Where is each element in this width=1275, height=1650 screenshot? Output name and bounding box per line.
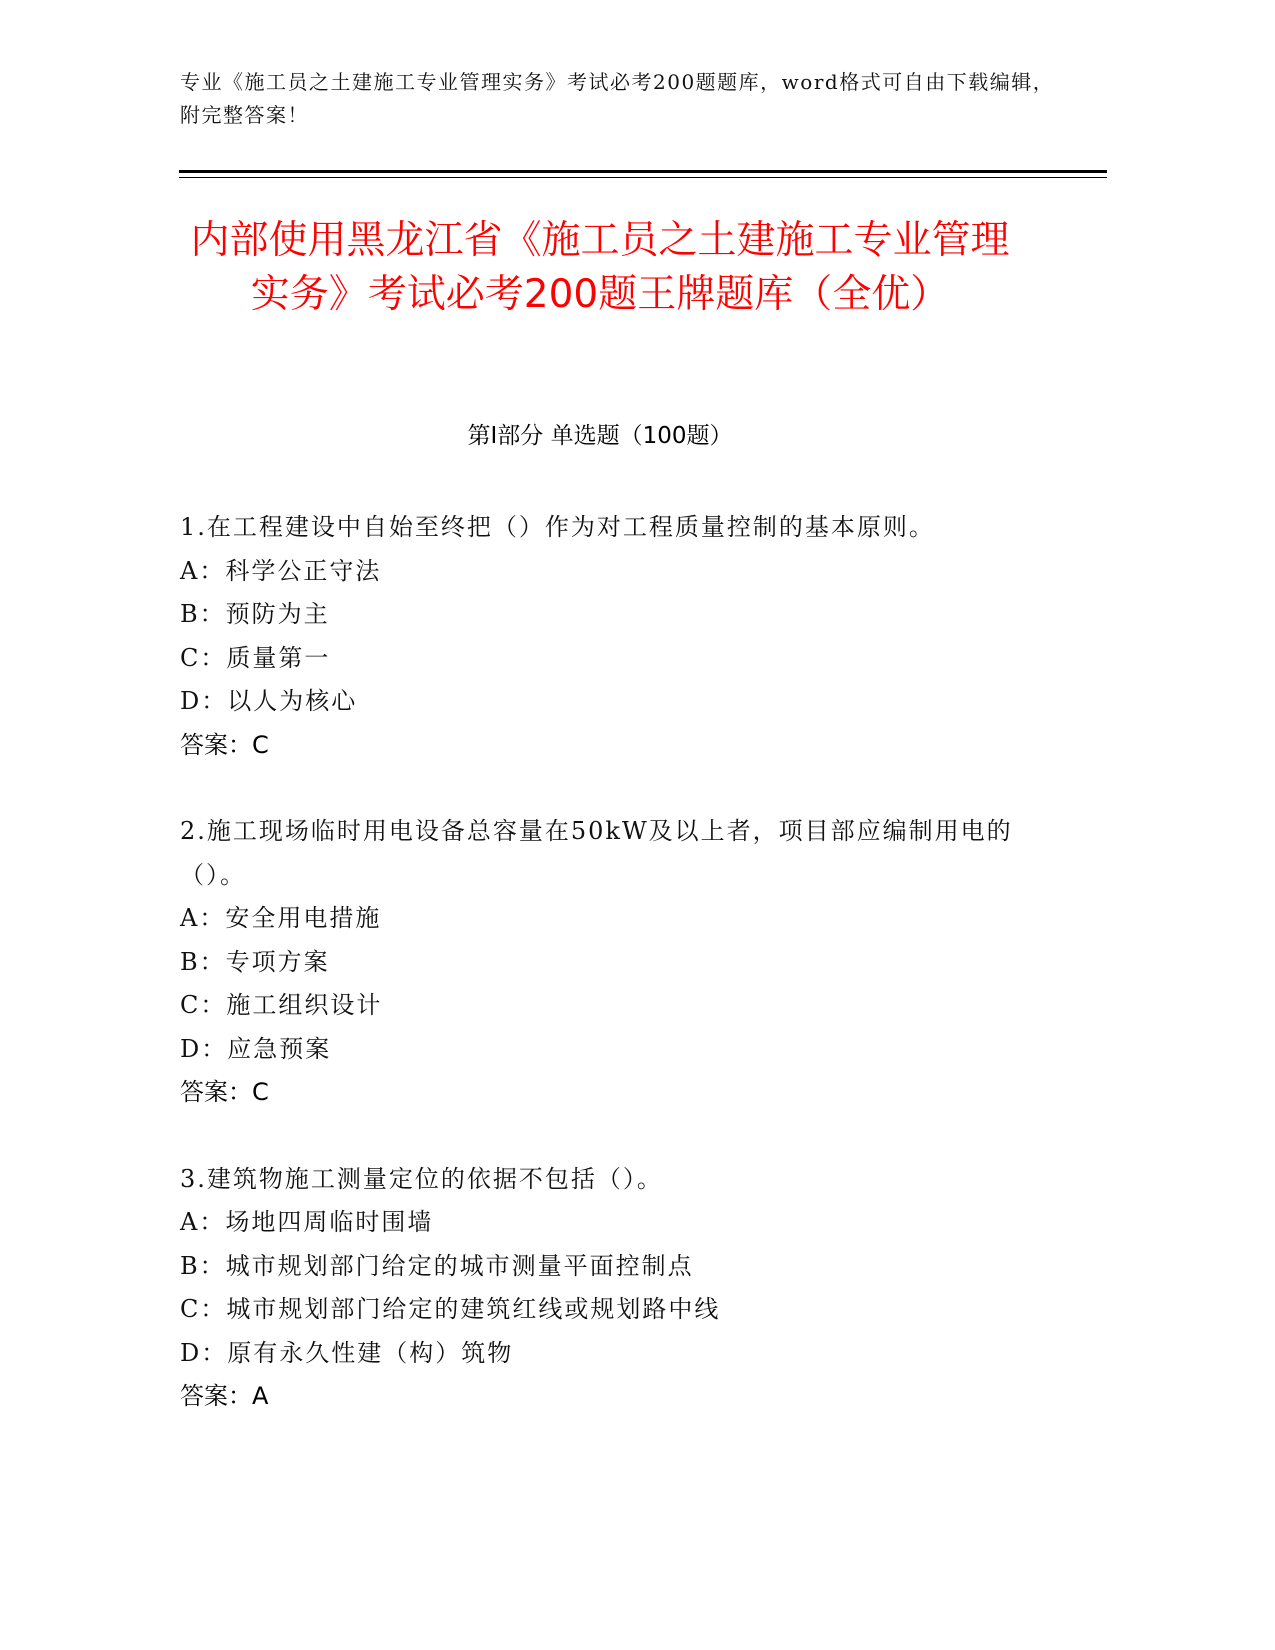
header-divider-thick: [179, 170, 1107, 173]
section-title: 第Ⅰ部分 单选题（100题）: [467, 423, 733, 449]
question-stem: 2.施工现场临时用电设备总容量在50kW及以上者，项目部应编制用电的（）。: [180, 817, 1013, 889]
question-1: [180, 506, 1040, 767]
option-d: D：原有永久性建（构）筑物: [180, 1338, 514, 1367]
header-note: 专业《施工员之土建施工专业管理实务》考试必考200题题库，word格式可自由下载编辑，附完整答案！: [180, 70, 1055, 127]
question-stem: 1.在工程建设中自始至终把（）作为对工程质量控制的基本原则。: [180, 513, 935, 541]
option-b: B：预防为主: [180, 600, 330, 628]
option-d: D：应急预案: [180, 1034, 332, 1063]
answer: 答案：C: [180, 730, 269, 759]
answer: 答案：A: [180, 1382, 269, 1410]
question-stem: 3.建筑物施工测量定位的依据不包括（）。: [180, 1164, 663, 1193]
question-2: [180, 810, 1040, 1115]
option-c: C：质量第一: [180, 643, 331, 672]
option-b: B：城市规划部门给定的城市测量平面控制点: [180, 1251, 694, 1280]
option-d: D：以人为核心: [180, 687, 358, 715]
question-list: [180, 506, 1040, 1462]
option-a: A：场地四周临时围墙: [180, 1208, 434, 1236]
header-divider-thin: [179, 177, 1107, 178]
option-c: C：城市规划部门给定的建筑红线或规划路中线: [180, 1295, 721, 1323]
question-3: [180, 1158, 1040, 1419]
option-b: B：专项方案: [180, 947, 330, 976]
option-a: A：科学公正守法: [180, 556, 382, 585]
document-title: 内部使用黑龙江省《施工员之土建施工专业管理实务》考试必考200题王牌题库（全优）: [190, 218, 1010, 317]
answer: 答案：C: [180, 1078, 269, 1106]
option-c: C：施工组织设计: [180, 991, 383, 1019]
option-a: A：安全用电措施: [180, 904, 382, 932]
